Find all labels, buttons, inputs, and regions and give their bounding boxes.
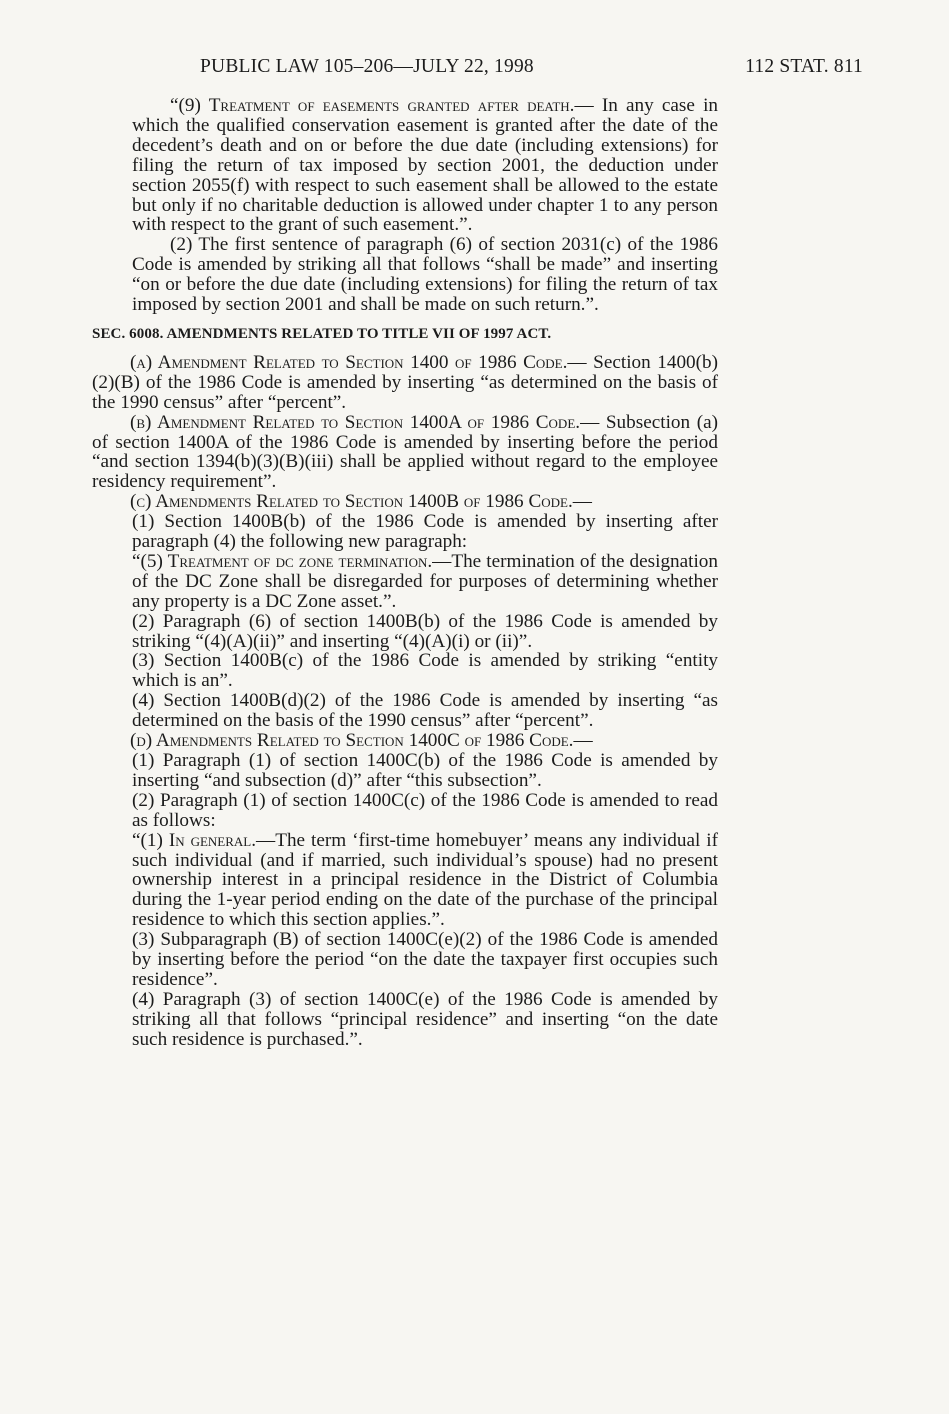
section-heading: SEC. 6008. AMENDMENTS RELATED TO TITLE VII OF 1997 ACT.	[92, 325, 552, 342]
quoted-paragraph-1-heading: “(1) In general.—	[132, 829, 276, 851]
subsection-a-heading: (a) Amendment Related to Section 1400 of 1986 Code.—	[130, 351, 587, 373]
header-title: PUBLIC LAW 105–206—JULY 22, 1998	[200, 56, 534, 77]
paragraph-d4: (4) Paragraph (3) of section 1400C(e) of the 1986 Code is amended by striking all that follows “principal residence” and inserting “on the date such residence is purchased.”.	[132, 988, 718, 1050]
paragraph-d3: (3) Subparagraph (B) of section 1400C(e)(2) of the 1986 Code is amended by inserting before the period “on the date the taxpayer first occupies such residence”.	[132, 929, 718, 990]
subsection-b	[92, 413, 718, 493]
quoted-paragraph-1-text: The term ‘first-time homebuyer’ means any individual if such individual (and if married, such individual’s spouse) had no present ownership interest in a principal residence in the District of Columbia during the 1-year period ending on the date of the purchase of the principal residence to which this section applies.”.	[132, 829, 718, 931]
document-body	[92, 96, 718, 1050]
page-header	[200, 56, 863, 78]
subsection-d-items	[92, 751, 718, 1050]
paragraph-d1: (1) Paragraph (1) of section 1400C(b) of the 1986 Code is amended by inserting “and subsection (d)” after “this subsection”.	[132, 750, 718, 791]
subsection-b-text: Subsection (a) of section 1400A of the 1986 Code is amended by inserting before the period “and section 1394(b)(3)(B)(iii) shall be applied without regard to the employee residency requirement”.	[92, 411, 719, 493]
quoted-paragraph-5	[132, 552, 718, 612]
subsection-a	[92, 353, 718, 413]
subsection-a-text: Section 1400(b)(2)(B) of the 1986 Code is amended by inserting “as determined on the basis of the 1990 census” after “percent”.	[92, 351, 718, 413]
paragraph-d2: (2) Paragraph (1) of section 1400C(c) of the 1986 Code is amended to read as follows:	[132, 789, 718, 831]
subsection-d-heading-text: (d) Amendments Related to Section 1400C of 1986 Code.—	[130, 730, 593, 752]
subsection-d-heading	[92, 731, 718, 751]
quoted-paragraph-5-text: The termination of the designation of the DC Zone shall be disregarded for purposes of determining whether any property is a DC Zone asset.”.	[132, 550, 718, 612]
subsection-b-heading: (b) Amendment Related to Section 1400A of 1986 Code.—	[130, 411, 600, 433]
quoted-paragraph-1	[132, 831, 718, 931]
quoted-paragraph-5-heading: “(5) Treatment of dc zone termination.—	[132, 550, 452, 572]
paragraph-2: (2) The first sentence of paragraph (6) of section 2031(c) of the 1986 Code is amended by striking all that follows “shall be made” and inserting “on or before the due date (including extensions) for filing the return of tax imposed by section 2001 and shall be made on such return.”.	[132, 234, 718, 316]
paragraph-9	[132, 96, 718, 235]
paragraph-c4: (4) Section 1400B(d)(2) of the 1986 Code is amended by inserting “as determined on the basis of the 1990 census” after “percent”.	[132, 690, 718, 732]
paragraph-9-heading: “(9) Treatment of easements granted after death.—	[170, 95, 594, 116]
subsection-c-heading-text: (c) Amendments Related to Section 1400B of 1986 Code.—	[130, 491, 592, 513]
paragraph-c1: (1) Section 1400B(b) of the 1986 Code is amended by inserting after paragraph (4) the following new paragraph:	[132, 511, 718, 553]
subsection-c-items	[92, 512, 718, 731]
header-page-number: 112 STAT. 811	[745, 56, 863, 77]
subsection-c-heading	[92, 492, 718, 512]
paragraph-2-block	[92, 235, 718, 315]
paragraph-c2: (2) Paragraph (6) of section 1400B(b) of the 1986 Code is amended by striking “(4)(A)(ii)” and inserting “(4)(A)(i) or (ii)”.	[132, 610, 718, 652]
paragraph-9-text: In any case in which the qualified conservation easement is granted after the date of the decedent’s death and on or before the due date (including extensions) for filing the return of tax imposed by section 2001, the deduction under section 2055(f) with respect to such easement shall be allowed to the estate but only if no charitable deduction is allowed under chapter 1 to any person with respect to the grant of such easement.”.	[132, 95, 718, 236]
quoted-paragraph-9	[92, 96, 718, 235]
paragraph-c3: (3) Section 1400B(c) of the 1986 Code is amended by striking “entity which is an”.	[132, 650, 718, 692]
